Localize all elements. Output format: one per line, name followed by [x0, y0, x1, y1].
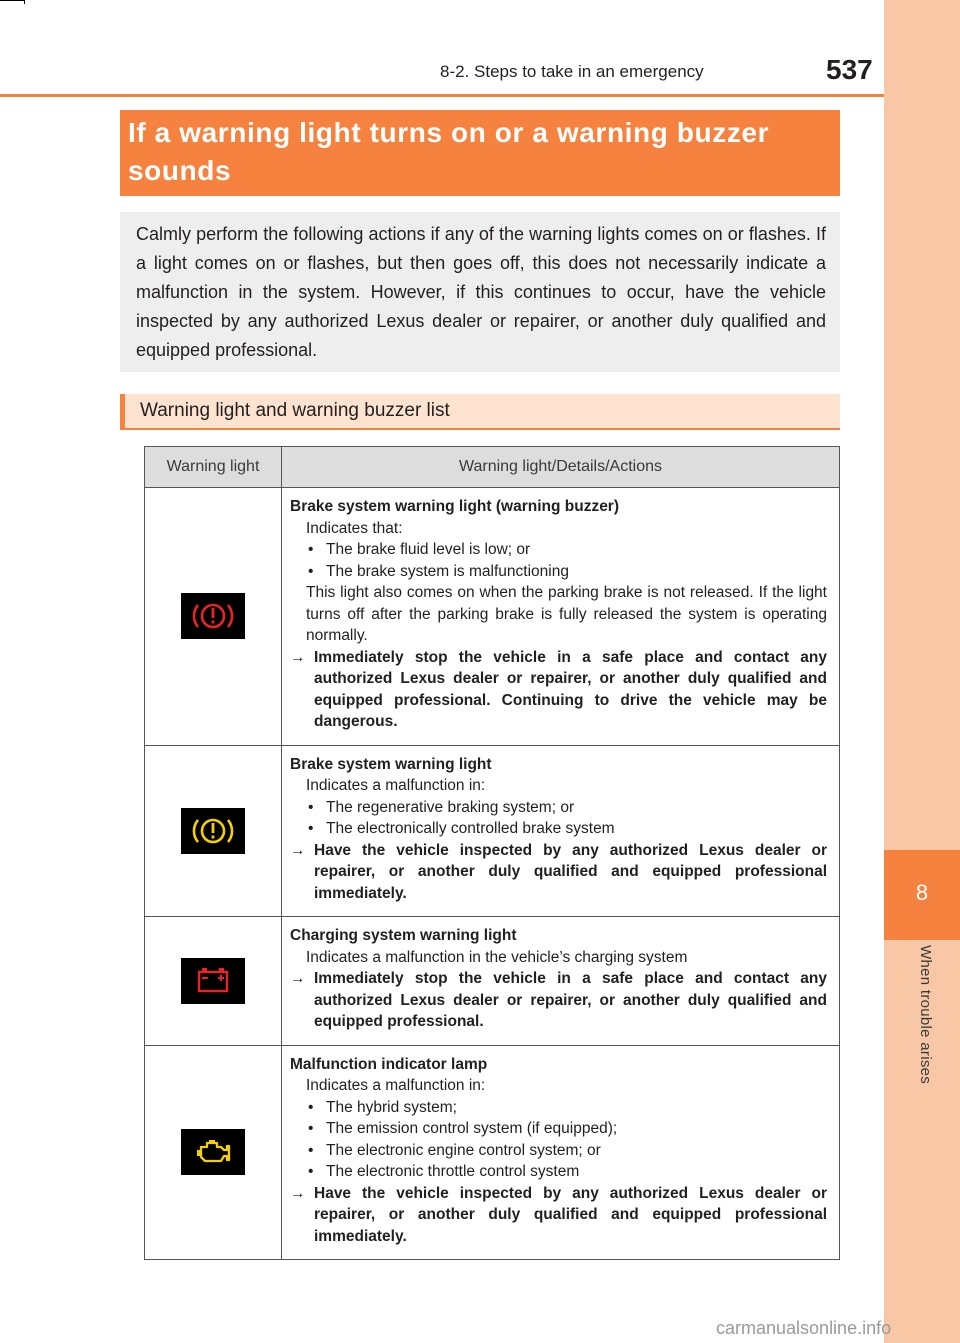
- warning-name: Brake system warning light (warning buzzer): [290, 498, 620, 515]
- intro-text: Calmly perform the following actions if any of the warning lights comes on or flashes. If a light comes on or flashes, but then goes off, this does not necessarily indicate a malfunction in the system. However, if this continues to occur, have the vehicle inspected by any authorized Lexus dealer or repairer, or another duly qualified and equipped professional.: [120, 212, 840, 372]
- list-item: • The regenerative braking system; or: [290, 797, 827, 819]
- details-cell: [282, 745, 840, 917]
- chapter-sidebar: [884, 0, 960, 1343]
- page-title: [120, 110, 840, 196]
- table-row: [145, 1045, 840, 1260]
- table-row: [145, 917, 840, 1046]
- arrow-icon: →: [290, 841, 306, 859]
- details-cell: [282, 488, 840, 746]
- battery-icon: [181, 958, 245, 1004]
- list-item: • The brake system is malfunctioning: [290, 561, 827, 583]
- detail-intro: Indicates a malfunction in the vehicle’s charging system: [306, 948, 688, 966]
- table-row: [145, 745, 840, 917]
- crop-mark: [24, 0, 25, 4]
- list-item: • The brake fluid level is low; or: [290, 539, 827, 561]
- brake-warning-red-icon: [181, 593, 245, 639]
- watermark: carmanualsonline.info: [716, 1318, 892, 1338]
- column-header-details: Warning light/Details/Actions: [282, 447, 840, 488]
- details-cell: [282, 1045, 840, 1260]
- icon-cell: [145, 745, 282, 917]
- engine-icon: [181, 1129, 245, 1175]
- action-text: → Immediately stop the vehicle in a safe place and contact any authorized Lexus dealer or repairer, or another duly qualified and equipped professional.: [290, 970, 827, 1030]
- icon-cell: [145, 917, 282, 1046]
- column-header-warning-light: Warning light: [145, 447, 282, 488]
- detail-intro: Indicates a malfunction in:: [306, 1077, 486, 1094]
- warning-name: Malfunction indicator lamp: [290, 1055, 488, 1073]
- arrow-icon: →: [290, 970, 306, 987]
- list-item: • The electronic throttle control system: [290, 1161, 827, 1183]
- warning-light-table: [144, 446, 840, 1260]
- action-text: → Immediately stop the vehicle in a safe place and contact any authorized Lexus dealer or repairer, or another duly qualified and equipped professional. Continuing to drive the vehicle may be dangerous.: [290, 648, 827, 730]
- table-header-row: [145, 447, 840, 488]
- action-text: → Have the vehicle inspected by any authorized Lexus dealer or repairer, or another duly qualified and equipped professional immediately.: [290, 841, 827, 902]
- list-item: • The hybrid system;: [290, 1097, 827, 1119]
- page-title-line2: sounds: [128, 155, 232, 186]
- header-rule: [0, 94, 884, 97]
- arrow-icon: →: [290, 1184, 306, 1202]
- chapter-number: 8: [915, 880, 929, 905]
- brake-warning-yellow-icon: [181, 808, 245, 854]
- page-number: 537: [826, 54, 873, 85]
- page-title-line1: If a warning light turns on or a warning buzzer: [128, 117, 770, 148]
- warning-name: Brake system warning light: [290, 755, 492, 773]
- subheading: Warning light and warning buzzer list: [120, 394, 840, 430]
- icon-cell: [145, 1045, 282, 1260]
- list-item: • The electronically controlled brake system: [290, 818, 827, 840]
- detail-note: This light also comes on when the parking brake is not released. If the light turns off after the parking brake is fully released the system is operating normally.: [306, 584, 827, 644]
- list-item: • The emission control system (if equipped);: [290, 1118, 827, 1140]
- section-title: 8-2. Steps to take in an emergency: [440, 62, 704, 81]
- detail-intro: Indicates a malfunction in:: [306, 777, 486, 794]
- icon-cell: [145, 488, 282, 746]
- list-item: • The electronic engine control system; or: [290, 1140, 827, 1162]
- arrow-icon: →: [290, 648, 306, 666]
- crop-mark: [0, 0, 24, 1]
- detail-intro: Indicates that:: [306, 519, 403, 537]
- action-text: → Have the vehicle inspected by any authorized Lexus dealer or repairer, or another duly qualified and equipped professional immediately.: [290, 1184, 827, 1245]
- details-cell: [282, 917, 840, 1046]
- chapter-title: When trouble arises: [917, 945, 934, 1085]
- warning-name: Charging system warning light: [290, 927, 517, 944]
- table-row: [145, 488, 840, 746]
